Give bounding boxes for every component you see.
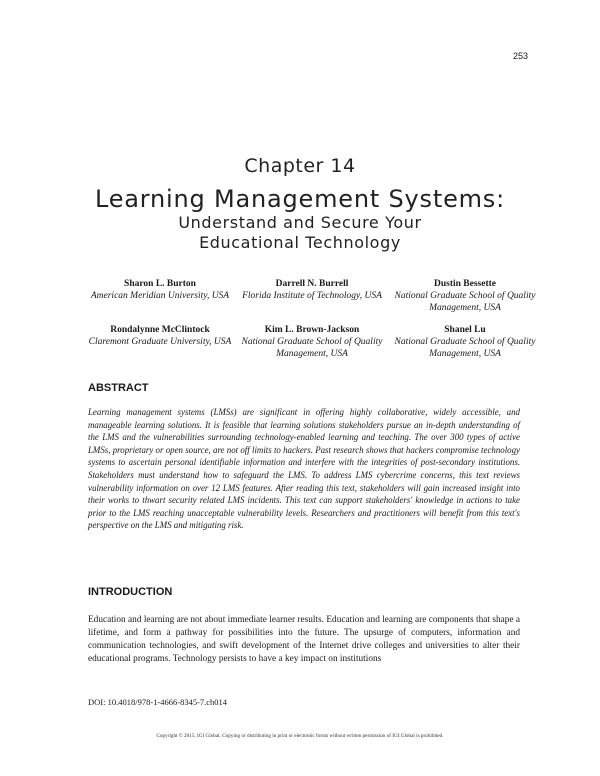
author-name: Darrell N. Burrell <box>275 279 349 289</box>
author-affiliation: National Graduate School of Quality Management, USA <box>394 291 536 313</box>
author-block <box>232 278 392 302</box>
chapter-subtitle-line-2: Educational Technology <box>199 233 401 252</box>
introduction-heading: INTRODUCTION <box>88 586 173 598</box>
author-block <box>385 324 545 360</box>
author-block <box>232 324 392 360</box>
author-block <box>385 278 545 314</box>
copyright-notice: Copyright © 2015, IGI Global. Copying or distributing in print or electronic forms without written permission of IGI Global is prohibited. <box>156 733 444 739</box>
author-affiliation: American Meridian University, USA <box>90 291 230 301</box>
doi[interactable]: DOI: 10.4018/978-1-4666-8345-7.ch014 <box>88 697 228 707</box>
author-block <box>80 278 240 302</box>
author-block <box>80 324 240 348</box>
author-affiliation: Claremont Graduate University, USA <box>88 337 232 347</box>
author-affiliation: National Graduate School of Quality Management, USA <box>394 337 536 359</box>
author-affiliation: National Graduate School of Quality Management, USA <box>241 337 383 359</box>
author-name: Sharon L. Burton <box>124 279 196 289</box>
introduction-text: Education and learning are not about immediate learner results. Education and learning are components that shape a lifetime, and form a pathway for possibilities into the future. The upsurge of computers, information and communication technologies, and swift development of the Internet drive colleges and universities to alter their educational programs. Technology persists to have a key impact on institutions <box>88 615 520 664</box>
author-name: Kim L. Brown-Jackson <box>264 325 360 335</box>
chapter-subtitle-line-1: Understand and Secure Your <box>178 213 422 232</box>
author-affiliation: Florida Institute of Technology, USA <box>242 291 382 301</box>
author-name: Dustin Bessette <box>433 279 496 289</box>
abstract-text: Learning management systems (LMSs) are significant in offering highly collaborative, widely accessible, and manageable learning solutions. It is feasible that learning solutions stakeholders pursue an in-depth understanding of the LMS and the vulnerabilities surrounding technology-enabled learning and teaching. The over 300 types of active LMSs, proprietary or open source, are not off limits to hackers. Past research shows that hackers compromise technology systems to ascertain personal identifiable information and interfere with the integrities of post-secondary institutions. Stakeholders must understand how to safeguard the LMS. To address LMS cybercrime concerns, this text reviews vulnerability information on over 12 LMS features. After reading this text, stakeholders will gain increased insight into their works to thwart security related LMS incidents. This text can support stakeholders' knowledge in actions to take prior to the LMS reaching unacceptable vulnerability levels. Researchers and practitioners will benefit from this text's perspective on the LMS and mitigating risk. <box>88 407 520 531</box>
chapter-title: Learning Management Systems: <box>94 185 506 213</box>
author-name: Shanel Lu <box>444 325 486 335</box>
author-name: Rondalynne McClintock <box>110 325 210 335</box>
abstract-heading: ABSTRACT <box>88 382 149 394</box>
page-number: 253 <box>512 51 528 61</box>
chapter-label: Chapter 14 <box>244 155 356 177</box>
